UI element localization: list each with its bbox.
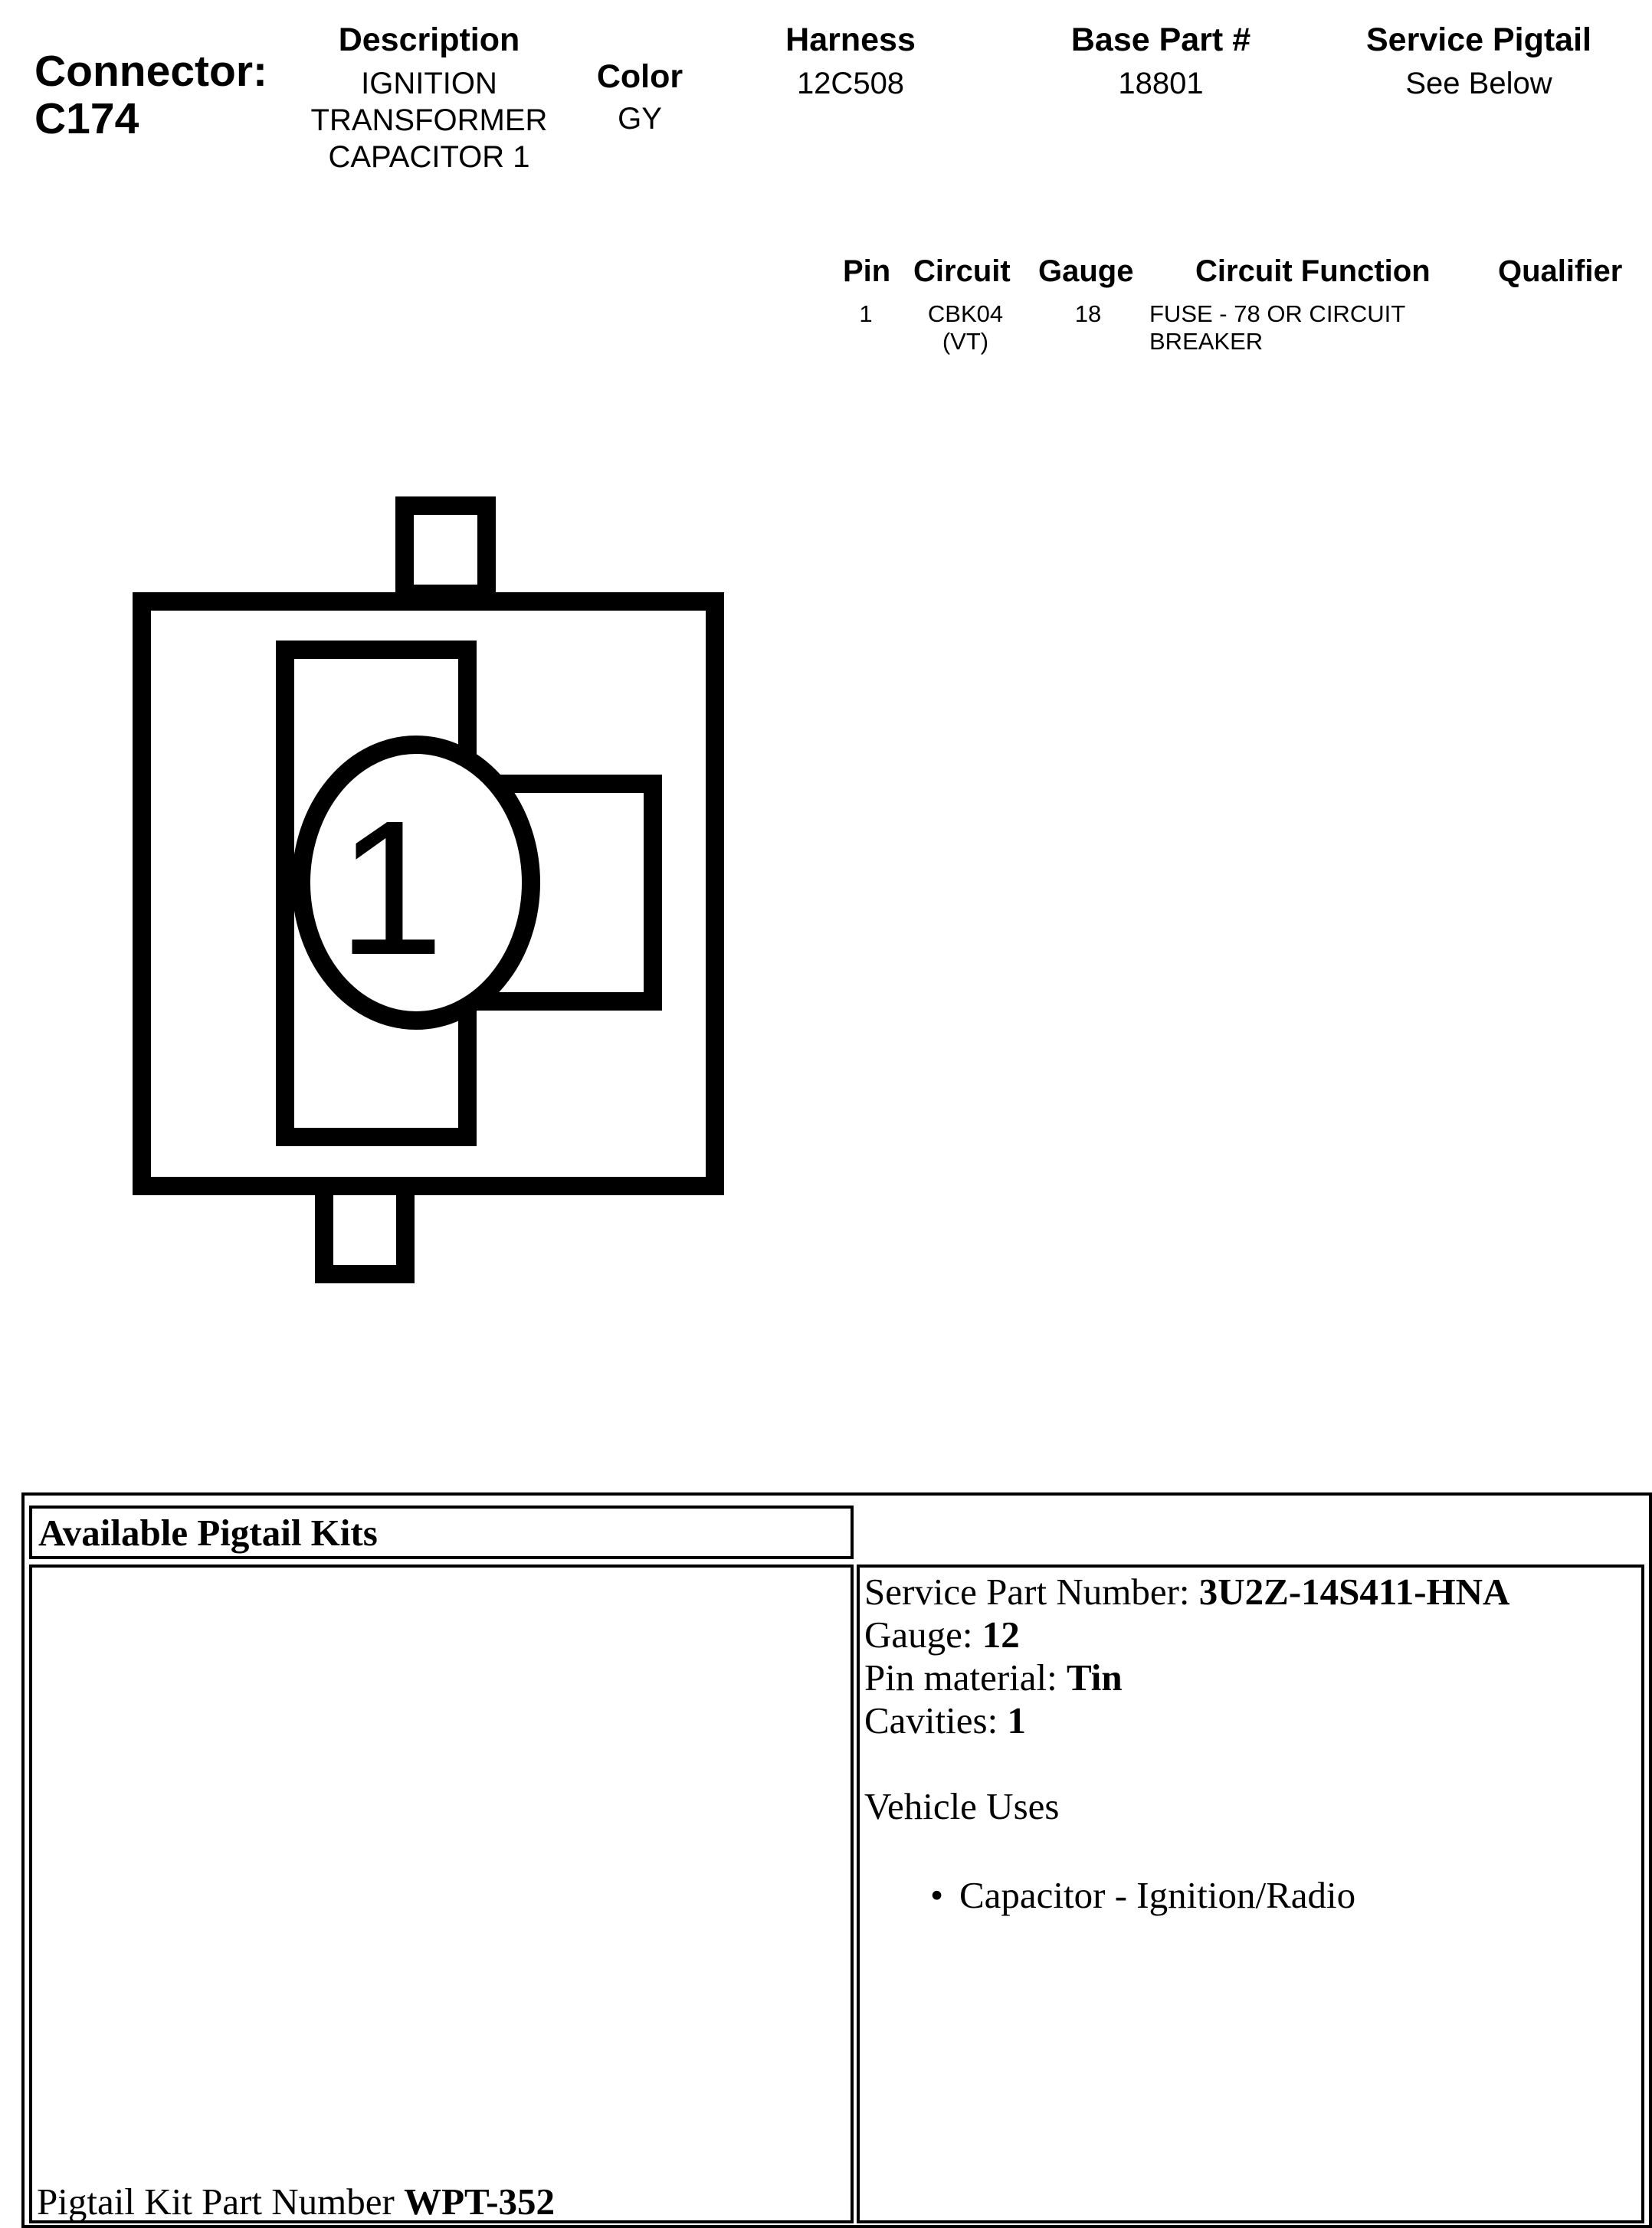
pin-1-label: 1	[337, 781, 444, 994]
list-item: • Capacitor - Ignition/Radio	[930, 1874, 1356, 1916]
circuit-function-cell: FUSE - 78 OR CIRCUIT BREAKER	[1149, 300, 1406, 355]
circuit-cell: CBK04 (VT)	[927, 300, 1004, 355]
service-pigtail-value: See Below	[1405, 67, 1552, 100]
base-part-column	[1042, 21, 1280, 102]
connector-id: C174	[34, 94, 139, 143]
pigtail-title-cell	[29, 1506, 854, 1559]
color-value: GY	[618, 102, 662, 136]
pigtail-image-cell	[29, 1565, 854, 2223]
qualifier-header: Qualifier	[1498, 254, 1623, 288]
harness-label: Harness	[785, 21, 916, 58]
base-part-value: 18801	[1118, 67, 1204, 100]
pin-cell: 1	[859, 300, 873, 327]
pin-material: Pin material: Tin	[864, 1656, 1123, 1699]
service-part-number: Service Part Number: 3U2Z-14S411-HNA	[864, 1571, 1510, 1613]
pin-header: Pin	[843, 254, 891, 288]
top-latch	[405, 506, 487, 594]
service-pigtail-label: Service Pigtail	[1366, 21, 1591, 58]
vehicle-uses-list	[864, 1874, 1641, 1917]
pigtail-info	[860, 1568, 1641, 1917]
vehicle-uses-label: Vehicle Uses	[864, 1785, 1060, 1827]
circuit-header: Circuit	[913, 254, 1011, 288]
cavities: Cavities: 1	[864, 1699, 1026, 1741]
bullet-icon: •	[930, 1874, 944, 1916]
harness-value: 12C508	[796, 67, 905, 100]
pigtail-info-cell	[857, 1565, 1644, 2223]
pigtail-gauge: Gauge: 12	[864, 1614, 1020, 1656]
gauge-header: Gauge	[1038, 254, 1134, 288]
circuit-function-header: Circuit Function	[1195, 254, 1431, 288]
harness-column	[743, 21, 958, 102]
connector-face-diagram	[0, 0, 766, 1318]
base-part-label: Base Part #	[1070, 21, 1251, 58]
bottom-latch	[324, 1186, 405, 1274]
description-label: Description	[338, 21, 520, 58]
gauge-cell: 18	[1074, 300, 1102, 327]
connector-label: Connector:	[34, 47, 267, 96]
service-pigtail-column	[1341, 21, 1617, 102]
pigtail-kit-part-number: Pigtail Kit Part Number WPT-352	[37, 2180, 556, 2223]
color-label: Color	[596, 58, 683, 95]
description-value: IGNITION TRANSFORMER CAPACITOR 1	[310, 67, 548, 174]
pigtail-title: Available Pigtail Kits	[38, 1512, 378, 1554]
